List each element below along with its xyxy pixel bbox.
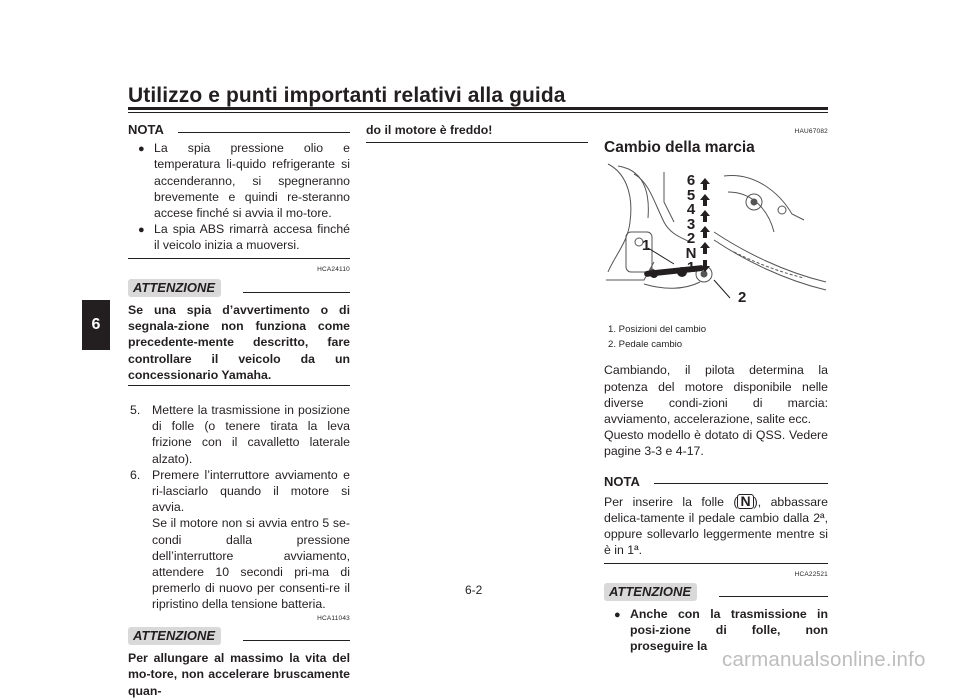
nota-bullet-text: La spia pressione olio e temperatura li-quido refrigerante si accenderanno, si spegneranno brevemente e quindi re-steranno accese finché si avvia il mo-tore. [154,141,350,221]
gear-label: 6 [686,172,696,190]
nota-bullet-text: La spia ABS rimarrà accesa finché il veicolo inizia a muoversi. [154,222,350,253]
header-rule-thin [128,112,828,113]
nota-rule [654,483,828,484]
nota-text: Per inserire la folle ( N ), abbassare delica-tamente il pedale cambio dalla 2ª, oppure sollevarlo leggermente mentre si è in 1ª. [604,492,828,558]
gear-label-stack [684,174,698,276]
attention-heading [128,279,350,297]
header-rule [128,107,828,110]
list-item [128,221,350,253]
nota-heading [128,122,350,138]
step-number: 6. [130,467,141,482]
attention-rule [243,640,350,641]
left-column [128,122,350,699]
ref-code: HAU67082 [794,128,828,135]
nota-rule [178,132,350,133]
caption: 1. Posizioni del cambio [608,324,707,336]
gear-label: 3 [686,215,696,233]
attention-text-continued: do il motore è freddo! [366,123,493,137]
nota-title: NOTA [604,473,640,489]
callout-1: 1 [642,237,651,255]
body-paragraph: Cambiando, il pilota determina la potenza del motore disponibile nelle diverse condi-zioni di marcia: avviamento, accelerazione, salite ecc. [604,363,828,427]
step-number: 5. [130,403,141,418]
attention-title: ATTENZIONE [128,279,221,297]
attention-rule [719,596,828,597]
attention-heading [604,583,828,601]
gear-label: 2 [686,230,696,248]
section-title: Cambio della marcia [604,139,755,157]
list-item [130,515,350,612]
step-text: Mettere la trasmissione in posizione di folle (o tenere tirata la leva frizione con il cavalletto laterale alzato). [152,403,350,466]
attention-end-rule [128,385,350,386]
gear-label: 5 [686,186,696,204]
steps-list [128,402,350,613]
bullet-icon: ● [138,143,145,156]
attention-text: Se una spia d’avvertimento o di segnala-zione non funziona come precedente-mente descritto, fare controllare il veicolo da un concessionario Yamaha. [128,303,350,382]
gear-label: 1 [686,259,696,277]
body-paragraph: Questo modello è dotato di QSS. Vedere pagine 3-3 e 4-17. [604,428,828,459]
list-item [130,467,350,516]
list-item [130,402,350,467]
chapter-tab: 6 [82,300,110,350]
step-text-continued: Se il motore non si avvia entro 5 se-condi dalla pressione dell’interruttore avviamento, attendere 10 secondi pri-ma di premerlo di nuovo per consenti-re il ripristino della tensione batteria. [152,516,350,612]
shift-pedal-illustration [604,162,828,308]
attention-title: ATTENZIONE [128,627,221,645]
bullet-icon: ● [614,609,621,622]
nota-end-rule [604,563,828,564]
gear-label: 4 [686,201,696,219]
list-item [128,140,350,221]
caption: 2. Pedale cambio [608,339,683,351]
nota-title: NOTA [128,122,164,137]
attention-end-rule [366,142,588,143]
nota-end-rule [128,258,350,259]
watermark: carmanualsonline.info [722,648,926,671]
attention-heading [128,627,350,645]
neutral-indicator-icon: N [737,494,753,509]
page-header-title: Utilizzo e punti importanti relativi alla guida [128,84,566,107]
attention-rule [243,292,350,293]
attention-title: ATTENZIONE [604,583,697,601]
gear-shift-figure [604,162,828,308]
ref-code: HCA22521 [794,570,828,578]
gear-label: N [685,244,697,262]
ref-code: HCA24110 [317,265,350,273]
middle-column [366,122,588,143]
nota-heading [604,474,828,490]
ref-code: HCA11043 [317,614,350,622]
attention-text: Per allungare al massimo la vita del mo-tore, non accelerare bruscamente quan- [128,651,350,698]
callout-2: 2 [738,289,747,307]
figure-captions [604,322,828,352]
page-number: 6-2 [465,583,483,597]
step-text: Premere l’interruttore avviamento e ri-lasciarlo quando il motore si avvia. [152,467,350,515]
bullet-icon: ● [138,224,145,237]
attention-bullet-text: Anche con la trasmissione in posi-zione di folle, non proseguire la [630,607,828,654]
right-column [604,124,828,655]
